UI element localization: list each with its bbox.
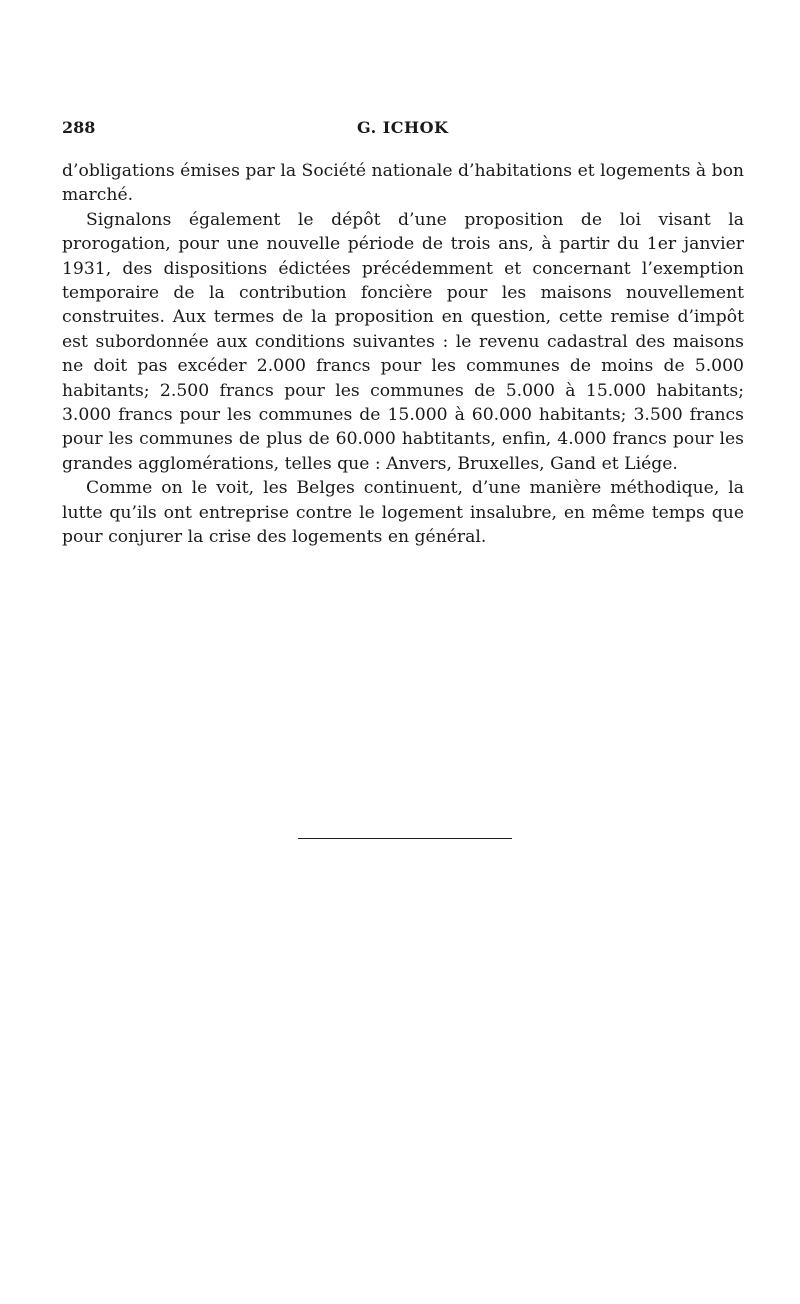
paragraph-continuation: d’obligations émises par la Société nationale d’habitations et logements à bon marché. bbox=[62, 161, 744, 206]
paragraph-conclusion: Comme on le voit, les Belges continuent, d’une manière méthodique, la lutte qu’ils ont entreprise contre le logement insalubre, en même temps que pour conjurer la crise des logements en général. bbox=[62, 478, 744, 548]
section-end-rule bbox=[298, 838, 512, 839]
page-number: 288 bbox=[62, 118, 96, 137]
body-text bbox=[62, 159, 744, 550]
paragraph-proposition: Signalons également le dépôt d’une proposition de loi visant la prorogation, pour une nouvelle période de trois ans, à partir du 1er janvier 1931, des dispositions édictées précédemment et concernant l’exemption temporaire de la contribution foncière pour les maisons nouvellement construites. Aux termes de la proposition en question, cette remise d’impôt est subordonnée aux conditions suivantes : le revenu cadastral des maisons ne doit pas excéder 2.000 francs pour les communes de moins de 5.000 habitants; 2.500 francs pour les communes de 5.000 à 15.000 habitants; 3.000 francs pour les communes de 15.000 à 60.000 habitants; 3.500 francs pour les communes de plus de 60.000 habtitants, enfin, 4.000 francs pour les grandes agglomérations, telles que : Anvers, Bruxelles, Gand et Liége. bbox=[62, 209, 744, 474]
running-head-title: G. ICHOK bbox=[357, 118, 449, 137]
running-head bbox=[62, 118, 748, 142]
